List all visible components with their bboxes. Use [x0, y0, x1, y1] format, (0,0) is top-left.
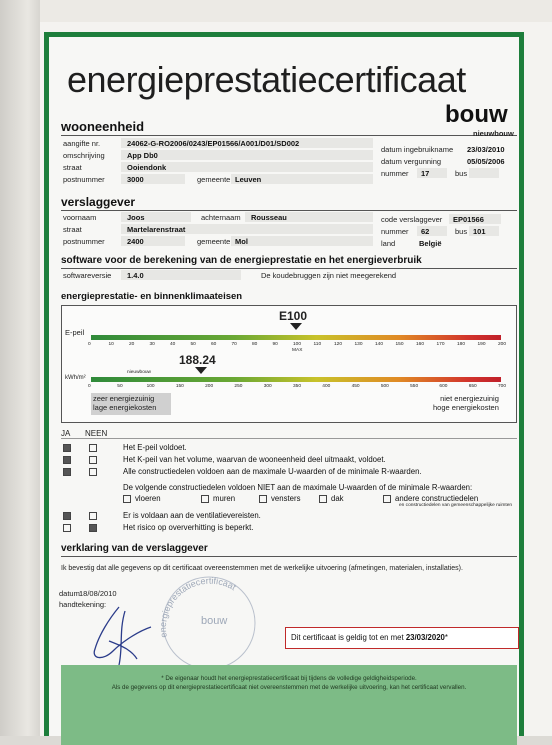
value-gemeente-vg: Mol — [235, 237, 248, 246]
tick-label: 170 — [436, 342, 445, 347]
tick-label: 200 — [498, 342, 507, 347]
divider — [61, 556, 517, 557]
value-nummer-vg: 62 — [421, 227, 430, 236]
footer-line-2: Als de gegevens op dit energieprestatiecertificaat niet overeenstemmen met de werkelijke uitvoering, kan het certificaat vervallen. — [111, 684, 467, 691]
label-datum-ingebruikname: datum ingebruikname — [381, 145, 454, 154]
tick-label: 10 — [108, 342, 114, 347]
tick-label: 180 — [457, 342, 466, 347]
kwh-scale-bar — [91, 377, 501, 382]
label-aangifte: aangifte nr. — [63, 139, 101, 148]
value-aangifte: 24062-G-RO2006/0243/EP01566/A001/D01/SD002 — [127, 139, 300, 148]
divider — [61, 210, 517, 211]
value-datum-ingebruikname: 23/03/2010 — [467, 145, 505, 154]
tick-label: 160 — [416, 342, 425, 347]
label-datum-vergunning: datum vergunning — [381, 157, 442, 166]
parts-note: en constructiedelen van gemeenschappelijke ruimten — [399, 503, 513, 508]
value-straat-vg: Martelarenstraat — [127, 225, 186, 234]
tick-label: 150 — [395, 342, 404, 347]
label-achternaam: achternaam — [201, 213, 241, 222]
field-bg — [469, 168, 499, 178]
epeil-scale-bar — [91, 335, 501, 340]
tick-label: 110 — [313, 342, 322, 347]
tick-label: 190 — [477, 342, 486, 347]
tick-label: 20 — [129, 342, 135, 347]
validity-text — [291, 633, 448, 642]
part-checkbox[interactable] — [259, 495, 267, 503]
part-label: vloeren — [135, 494, 161, 503]
epeil-value: E100 — [279, 309, 308, 323]
field-bg — [231, 236, 373, 246]
value-bus-vg: 101 — [473, 227, 486, 236]
neen-checkbox[interactable] — [89, 468, 97, 476]
part-label: dak — [331, 494, 344, 503]
part-checkbox[interactable] — [123, 495, 131, 503]
section-software: software voor de berekening van de energieprestatie en het energieverbruik — [61, 255, 422, 266]
tick-label: 0 — [88, 342, 91, 347]
validity-prefix: Dit certificaat is geldig tot en met — [291, 633, 406, 642]
part-checkbox[interactable] — [201, 495, 209, 503]
label-land: land — [381, 239, 396, 248]
tick-label: 650 — [468, 384, 477, 389]
tick-label: 90 — [272, 342, 278, 347]
value-achternaam: Rousseau — [251, 213, 287, 222]
svg-text:energieprestatiecertificaat: energieprestatiecertificaat — [157, 575, 238, 639]
footer-line-1: * De eigenaar houdt het energieprestatiecertificaat bij tijdens de volledige geldigheidsperiode. — [161, 675, 417, 682]
tick-label: 250 — [234, 384, 243, 389]
tick-label: 100 — [293, 342, 302, 347]
label-gemeente: gemeente — [197, 175, 231, 184]
label-handtekening: handtekening: — [59, 600, 107, 609]
high-energy-label: niet energiezuinig hoge energiekosten — [433, 394, 499, 412]
tick-label: 550 — [410, 384, 419, 389]
value-softwareversie: 1.4.0 — [127, 271, 144, 280]
check-text: Het K-peil van het volume, waarvan de wooneenheid deel uitmaakt, voldoet. — [123, 455, 386, 464]
label-omschrijving: omschrijving — [63, 151, 105, 160]
kwh-value: 188.24 — [179, 353, 216, 367]
tick-label: 60 — [211, 342, 217, 347]
label-bus-vg: bus — [455, 227, 468, 236]
validity-date: 23/03/2020 — [405, 633, 445, 642]
tick-label: 200 — [205, 384, 214, 389]
label-code-verslaggever: code verslaggever — [381, 215, 443, 224]
field-bg — [121, 150, 373, 160]
binder-edge — [0, 0, 40, 736]
value-datum-vergunning: 05/05/2006 — [467, 157, 505, 166]
tick-label: 150 — [175, 384, 184, 389]
ja-checkbox[interactable] — [63, 524, 71, 532]
label-gemeente-vg: gemeente — [197, 237, 231, 246]
label-voornaam: voornaam — [63, 213, 97, 222]
tick-label: 50 — [117, 384, 123, 389]
check-text: Het risico op oververhitting is beperkt. — [123, 523, 254, 532]
tick-label: 100 — [146, 384, 155, 389]
neen-checkbox[interactable] — [89, 444, 97, 452]
ja-header: JA — [61, 429, 71, 438]
label-bus: bus — [455, 169, 468, 178]
neen-checkbox[interactable] — [89, 512, 97, 520]
tick-label: 0 — [88, 384, 91, 389]
ja-checkbox[interactable] — [63, 444, 71, 452]
certificate — [44, 32, 524, 736]
tick-label: 500 — [380, 384, 389, 389]
value-code-verslaggever: EP01566 — [453, 215, 484, 224]
label-postnummer: postnummer — [63, 175, 105, 184]
sub-requirement-text: De volgende constructiedelen voldoen NIET aan de maximale U-waarden of de minimale R-waarden: — [123, 483, 473, 492]
value-datum: 18/08/2010 — [79, 589, 117, 598]
divider — [61, 135, 517, 136]
divider — [61, 268, 517, 269]
tick-label: 120 — [334, 342, 343, 347]
stamp-mid-text: bouw — [201, 615, 228, 627]
tick-label: 400 — [322, 384, 331, 389]
section-wooneenheid: wooneenheid — [61, 119, 145, 134]
kwh-ticks — [49, 384, 529, 392]
part-label: vensters — [271, 494, 301, 503]
value-gemeente: Leuven — [235, 175, 262, 184]
tick-label: 30 — [149, 342, 155, 347]
tick-label: 130 — [354, 342, 363, 347]
section-energy: energieprestatie- en binnenklimaateisen — [61, 291, 243, 302]
label-straat-vg: straat — [63, 225, 82, 234]
kwh-pointer — [195, 367, 207, 374]
tick-label: 600 — [439, 384, 448, 389]
part-checkbox[interactable] — [383, 495, 391, 503]
ja-checkbox[interactable] — [63, 512, 71, 520]
section-verslaggever: verslaggever — [61, 195, 136, 209]
check-text: Er is voldaan aan de ventilatievereisten. — [123, 511, 261, 520]
previous-page-edge — [40, 0, 552, 22]
section-declaration: verklaring van de verslaggever — [61, 543, 208, 554]
tick-label: 140 — [375, 342, 384, 347]
label-postnummer-vg: postnummer — [63, 237, 105, 246]
validity-star: * — [444, 633, 448, 642]
label-straat: straat — [63, 163, 82, 172]
tick-label: 450 — [351, 384, 360, 389]
neen-header: NEEN — [85, 429, 108, 438]
epeil-ticks — [49, 342, 529, 350]
ja-checkbox[interactable] — [63, 468, 71, 476]
nieuwbouw-label: nieuwbouw — [127, 370, 152, 375]
label-nummer-vg: nummer — [381, 227, 409, 236]
tick-label: 70 — [231, 342, 237, 347]
signature — [79, 601, 159, 669]
label-datum: datum: — [59, 589, 82, 598]
declaration-text: Ik bevestig dat alle gegevens op dit certificaat overeenstemmen met de werkelijke uitvoering (afmetingen, materialen, installaties). — [61, 565, 463, 572]
kwh-axis-label: kWh/m² — [65, 375, 86, 381]
certificate-title: energieprestatiecertificaat — [67, 59, 466, 100]
value-postnummer: 3000 — [127, 175, 144, 184]
part-checkbox[interactable] — [319, 495, 327, 503]
tick-label: 700 — [498, 384, 507, 389]
ja-checkbox[interactable] — [63, 456, 71, 464]
part-label: andere constructiedelen — [395, 494, 479, 503]
tick-label: 300 — [263, 384, 272, 389]
certificate-subtitle: bouw — [445, 101, 508, 128]
check-text: Alle constructiedelen voldoen aan de maximale U-waarden of de minimale R-waarden. — [123, 467, 422, 476]
value-straat: Ooiendonk — [127, 163, 167, 172]
value-omschrijving: App Db0 — [127, 151, 158, 160]
epeil-max-label: MAX — [292, 348, 303, 353]
software-note: De koudebruggen zijn niet meegerekend — [261, 271, 397, 280]
divider — [61, 438, 517, 439]
value-nummer: 17 — [421, 169, 430, 178]
unit-type: nieuwbouw — [473, 129, 514, 138]
tick-label: 80 — [252, 342, 258, 347]
epeil-axis-label: E-peil — [65, 328, 85, 337]
tick-label: 40 — [170, 342, 176, 347]
low-energy-label: zeer energiezuinig lage energiekosten — [93, 394, 157, 412]
neen-checkbox[interactable] — [89, 456, 97, 464]
part-label: muren — [213, 494, 236, 503]
tick-label: 350 — [293, 384, 302, 389]
value-postnummer-vg: 2400 — [127, 237, 144, 246]
check-text: Het E-peil voldoet. — [123, 443, 187, 452]
epeil-pointer — [290, 323, 302, 330]
tick-label: 50 — [190, 342, 196, 347]
neen-checkbox[interactable] — [89, 524, 97, 532]
value-voornaam: Joos — [127, 213, 145, 222]
value-land: België — [419, 239, 442, 248]
label-softwareversie: softwareversie — [63, 271, 112, 280]
label-nummer: nummer — [381, 169, 409, 178]
